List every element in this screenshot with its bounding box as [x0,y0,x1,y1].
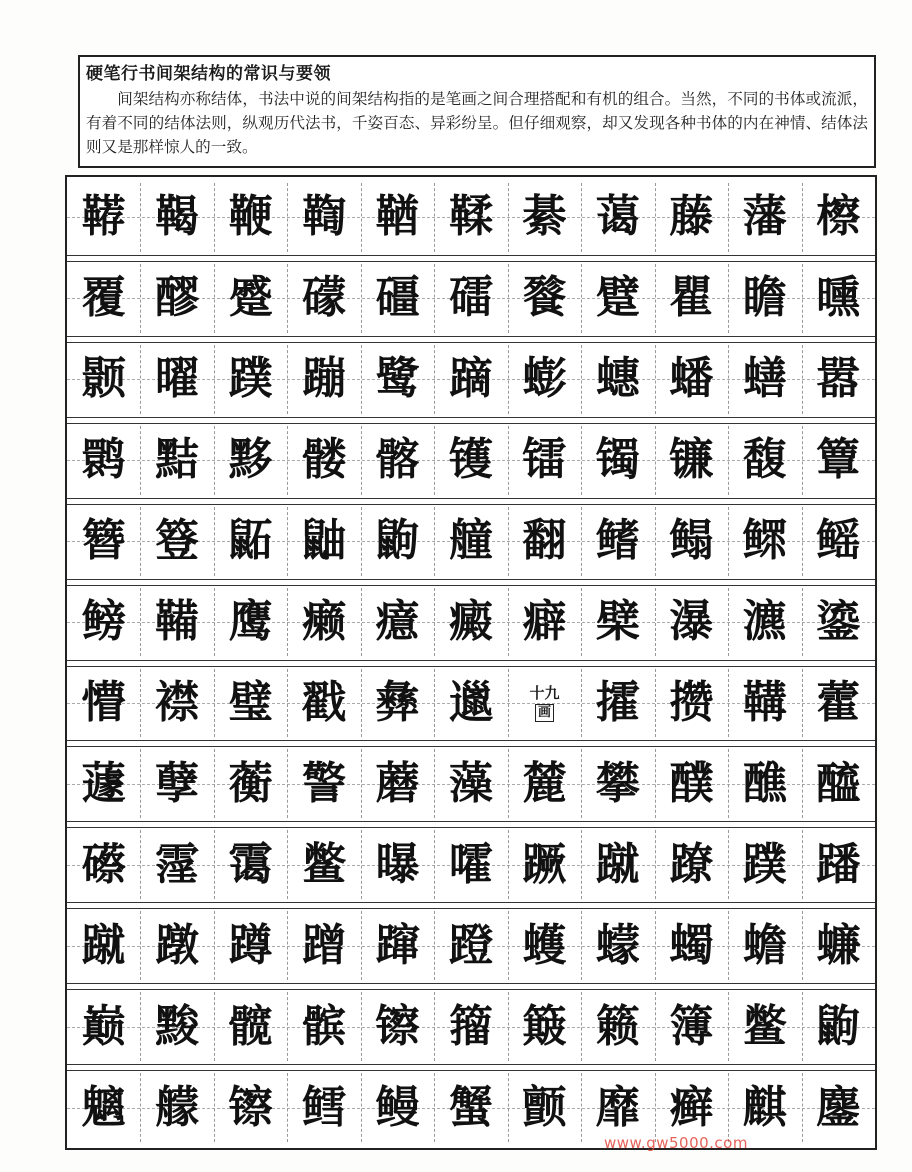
character-cell: 蹢 [448,353,493,405]
character-cell: 躄 [595,272,640,324]
character-cell: 鞧 [375,191,420,243]
character-cell: 檫 [816,191,861,243]
character-cell: 籀 [448,1000,493,1052]
row-divider [67,255,875,256]
character-cell: 簸 [522,1000,567,1052]
row-divider [67,336,875,337]
row-divider [67,579,875,580]
intro-box [78,55,876,168]
character-cell: 霪 [155,838,200,890]
character-cell: 警 [302,757,347,809]
row-divider [67,1064,875,1065]
character-cell: 蟪 [595,353,640,405]
character-cell: 鳗 [375,1081,420,1133]
row-divider [67,983,875,984]
character-cell: 礓 [375,272,420,324]
character-cell: 覆 [81,272,126,324]
character-cell: 鹰 [228,596,273,648]
character-cell: 霭 [228,838,273,890]
character-cell: 嚯 [448,838,493,890]
character-cell: 醭 [669,757,714,809]
character-cell: 礤 [81,838,126,890]
character-cell: 藩 [742,191,787,243]
character-cell: 蹭 [302,919,347,971]
character-cell: 襟 [155,676,200,728]
character-cell: 翻 [522,515,567,567]
character-cell: 鳐 [816,515,861,567]
character-cell: 镬 [448,434,493,486]
character-cell: 鏖 [816,1081,861,1133]
row-divider [67,417,875,418]
character-cell: 攀 [595,757,640,809]
character-cell: 蹯 [816,838,861,890]
character-cell: 麒 [742,1081,787,1133]
character-cell: 懵 [81,676,126,728]
character-cell: 鞲 [742,676,787,728]
character-cell: 鳑 [81,596,126,648]
character-cell: 蹴 [595,838,640,890]
character-cell: 蟛 [522,353,567,405]
character-cell: 镲 [375,1000,420,1052]
row-divider [67,498,875,499]
character-cell: 籁 [595,1000,640,1052]
character-cell: 髋 [228,1000,273,1052]
character-cell: 巅 [81,1000,126,1052]
character-cell: 嚣 [816,353,861,405]
character-cell: 鼬 [302,515,347,567]
character-cell: 鞴 [155,596,200,648]
character-cell: 颤 [522,1081,567,1133]
character-cell: 蘅 [228,757,273,809]
character-cell: 簪 [81,515,126,567]
character-cell: 瞿 [669,272,714,324]
character-cell: 蹿 [375,919,420,971]
character-cell: 黟 [228,434,273,486]
stroke-count-number: 十九 [529,683,560,702]
character-cell: 戳 [302,676,347,728]
character-cell: 礌 [448,272,493,324]
character-cell: 蠊 [816,919,861,971]
row-divider [67,821,875,822]
character-cell: 镰 [669,434,714,486]
watermark: www.gw5000.com [604,1134,748,1152]
character-cell: 靡 [595,1081,640,1133]
character-cell: 蠖 [522,919,567,971]
character-cell: 彝 [375,676,420,728]
character-cell: 癞 [302,596,347,648]
character-cell: 綦 [522,191,567,243]
character-cell: 蹙 [228,272,273,324]
character-cell: 颢 [81,353,126,405]
character-cell: 镲 [228,1081,273,1133]
character-cell: 鳖 [742,1000,787,1052]
character-cell: 黢 [155,1000,200,1052]
character-cell: 蹾 [155,919,200,971]
character-cell: 醯 [816,757,861,809]
intro-body: 间架结构亦称结体，书法中说的间架结构指的是笔画之间合理搭配和有机的组合。当然，不同的书体或流派，有着不同的结体法则，纵观历代法书，千姿百态、异彩纷呈。但仔细观察，却又发现各种书体的内在神情、结体法则又是那样惊人的一致。 [86,90,868,156]
character-cell: 簦 [155,515,200,567]
character-cell: 曛 [816,272,861,324]
character-cell: 鎏 [816,596,861,648]
character-cell: 鳕 [302,1081,347,1133]
character-cell: 鳎 [669,515,714,567]
character-cell: 醮 [742,757,787,809]
character-cell: 髂 [375,434,420,486]
character-cell: 瞻 [742,272,787,324]
character-cell: 蘧 [81,757,126,809]
character-cell: 鳍 [595,515,640,567]
character-cell: 鞫 [302,191,347,243]
character-cell: 藿 [816,676,861,728]
character-cell: 簿 [669,1000,714,1052]
character-cell: 麓 [522,757,567,809]
character-cell: 檗 [595,596,640,648]
character-cell: 蟾 [742,919,787,971]
character-cell: 攒 [669,676,714,728]
intro-title: 硬笔行书间架结构的常识与要领 [86,64,331,84]
character-cell: 曜 [155,353,200,405]
character-cell: 孽 [155,757,200,809]
character-cell: 蹦 [302,353,347,405]
character-cell: 蹴 [81,919,126,971]
character-cell: 鞭 [228,191,273,243]
character-cell: 簟 [816,434,861,486]
character-cell: 蘑 [375,757,420,809]
character-cell: 蹬 [448,919,493,971]
character-cell: 蹲 [228,919,273,971]
character-cell: 鼩 [375,515,420,567]
character-cell: 璧 [228,676,273,728]
character-cell: 癔 [375,596,420,648]
character-cell: 鞯 [81,191,126,243]
character-cell: 髌 [302,1000,347,1052]
character-cell: 蟹 [448,1081,493,1133]
character-cell: 癖 [522,596,567,648]
character-cell: 蔼 [595,191,640,243]
row-divider [67,902,875,903]
character-cell: 鼩 [816,1000,861,1052]
character-cell: 攉 [595,676,640,728]
character-cell: 瀌 [742,596,787,648]
character-cell: 髅 [302,434,347,486]
character-cell: 蠓 [595,919,640,971]
character-cell: 鳖 [302,838,347,890]
row-divider [67,740,875,741]
character-cell: 癜 [448,596,493,648]
character-cell: 馥 [742,434,787,486]
character-cell: 镯 [595,434,640,486]
character-cell: 瀑 [669,596,714,648]
character-cell: 艟 [448,515,493,567]
character-cell: 魑 [81,1081,126,1133]
character-cell: 鹭 [375,353,420,405]
character-grid [65,175,877,1150]
character-cell: 醪 [155,272,200,324]
character-cell: 蹼 [228,353,273,405]
stroke-count-marker [508,663,581,744]
character-cell: 镭 [522,434,567,486]
character-cell: 蹶 [522,838,567,890]
character-cell: 艨 [155,1081,200,1133]
stroke-count-unit: 画 [535,704,554,722]
character-cell: 邋 [448,676,493,728]
character-cell: 鹮 [81,434,126,486]
character-cell: 蹽 [669,838,714,890]
character-cell: 鞣 [448,191,493,243]
character-cell: 曝 [375,838,420,890]
character-cell: 黠 [155,434,200,486]
character-cell: 癣 [669,1081,714,1133]
character-cell: 鼫 [228,515,273,567]
character-cell: 鳏 [742,515,787,567]
row-divider [67,660,875,661]
character-cell: 餮 [522,272,567,324]
character-cell: 蟠 [669,353,714,405]
character-cell: 鞨 [155,191,200,243]
character-cell: 蹼 [742,838,787,890]
character-cell: 礞 [302,272,347,324]
character-cell: 蟮 [742,353,787,405]
character-cell: 蠋 [669,919,714,971]
character-cell: 藤 [669,191,714,243]
character-cell: 藻 [448,757,493,809]
